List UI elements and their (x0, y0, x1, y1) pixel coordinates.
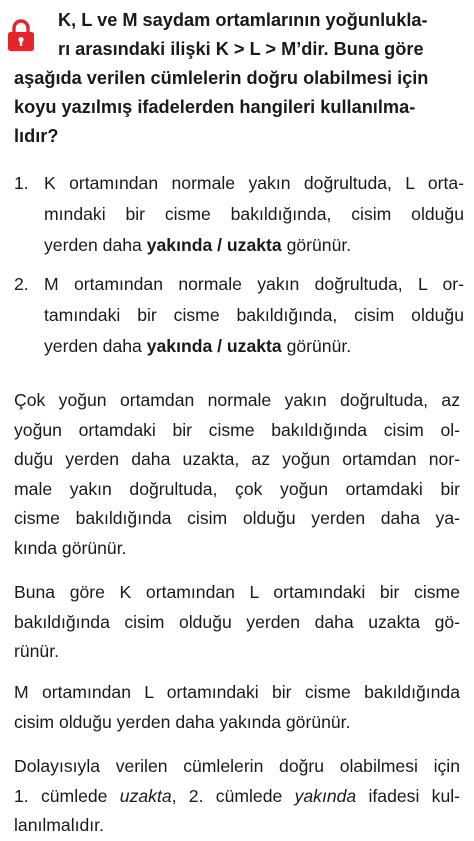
explanation-paragraph (14, 578, 460, 667)
explanation-paragraph (14, 386, 460, 563)
explanation-line: Dolayısıyla verilen cümlelerin doğru olabilmesi için (14, 756, 460, 776)
statement-number: 1. (14, 173, 29, 193)
question-line: K, L ve M saydam ortamlarının yoğunlukla- (58, 10, 428, 30)
bold-choice-far: uzakta (226, 235, 282, 255)
explanation-line: Buna göre K ortamından L ortamındaki bir cisme (14, 582, 460, 602)
answer-term-first: uzakta (119, 785, 172, 806)
statement-line: mındaki bir cisme bakıldığında, cisim olduğu (44, 204, 464, 224)
explanation-paragraph (14, 678, 460, 737)
explanation-line: rünür. (14, 641, 59, 661)
conclusion-text: 1. cümlede (14, 785, 120, 806)
question-text (14, 6, 462, 151)
statement-number: 2. (14, 274, 29, 294)
statement-list (14, 168, 464, 362)
explanation-line: yoğun ortamdaki bir cisme bakıldığında cisim ol- (14, 419, 460, 440)
bold-choice-near: yakında (146, 235, 213, 255)
explanation-line: cisme bakıldığında cisim olduğu yerden daha ya- (14, 508, 460, 528)
choice-separator: / (212, 235, 227, 255)
statement-text: görünür. (281, 336, 352, 356)
question-line: koyu yazılmış ifadelerden hangileri kullanılma- (14, 97, 416, 117)
question-line: aşağıda verilen cümlelerin doğru olabilmesi için (14, 68, 429, 88)
statement-line: K ortamından normale yakın doğrultuda, L orta- (44, 173, 464, 193)
choice-separator: / (212, 336, 227, 356)
conclusion-text: ifadesi kul- (356, 785, 461, 806)
explanation-line (14, 782, 460, 812)
explanation-line: M ortamından L ortamındaki bir cisme bakıldığında (14, 682, 460, 702)
conclusion-text: , 2. cümlede (171, 785, 295, 806)
statement-text: görünür. (281, 235, 352, 255)
statement-line: M ortamından normale yakın doğrultuda, L or- (44, 274, 464, 294)
question-line: lıdır? (14, 126, 59, 146)
statement-line (44, 331, 464, 362)
statement-line (44, 230, 464, 261)
explanation-line: Çok yoğun ortamdan normale yakın doğrultuda, az (14, 390, 460, 410)
statement-text: yerden daha (44, 235, 147, 255)
explanation-line: male yakın doğrultuda, çok yoğun ortamdaki bir (14, 478, 460, 499)
bold-choice-near: yakında (146, 336, 213, 356)
explanation-line: bakıldığında cisim olduğu yerden daha uzakta gö- (14, 611, 460, 632)
statement-line: tamındaki bir cisme bakıldığında, cisim olduğu (44, 305, 464, 325)
statement-item (14, 269, 464, 362)
statement-item (14, 168, 464, 261)
question-line: rı arasındaki ilişki K > L > M’dir. Buna göre (58, 39, 424, 59)
explanation-line: duğu yerden daha uzakta, az yoğun ortamdan nor- (14, 449, 460, 469)
bold-choice-far: uzakta (226, 336, 282, 356)
explanation-line: lanılmalıdır. (14, 815, 104, 835)
statement-text: yerden daha (44, 336, 147, 356)
explanation-line: kında görünür. (14, 537, 127, 558)
answer-term-second: yakında (294, 785, 357, 806)
explanation-line: cisim olduğu yerden daha yakında görünür. (14, 711, 351, 732)
conclusion-paragraph (14, 752, 460, 841)
